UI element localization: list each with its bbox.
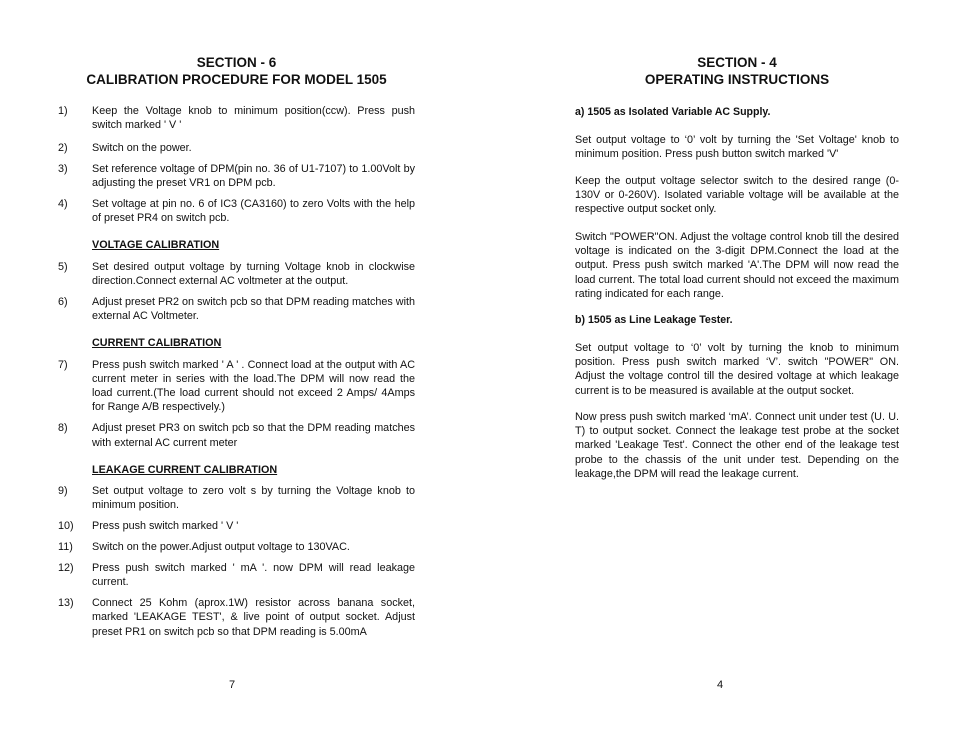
step-10	[58, 519, 415, 533]
step-text: Press push switch marked ' A ' . Connect load at the output with AC current meter in series with the load.The DPM will now read the load current.(The load current should not exceed 2 Amps/ 4Amps for Range A/B respectively.)	[92, 358, 415, 414]
step-12	[58, 561, 415, 589]
paragraph-range-selector: Keep the output voltage selector switch to the desired range (0-130V or 0-260V). Isolated variable voltage will be available at the respective output socket only.	[575, 175, 899, 216]
section-6-title	[58, 55, 415, 88]
step-text: Connect 25 Kohm (aprox.1W) resistor across banana socket, marked 'LEAKAGE TEST', & live point of output socket. Adjust preset PR1 on switch pcb so that DPM reading is 5.00mA	[92, 597, 415, 638]
heading-leakage-tester: b) 1505 as Line Leakage Tester.	[575, 314, 733, 326]
step-number: 7)	[58, 358, 68, 371]
page-number-left: 7	[229, 679, 236, 691]
current-calibration-heading: CURRENT CALIBRATION	[92, 337, 222, 350]
step-text: Adjust preset PR2 on switch pcb so that DPM reading matches with external AC Voltmeter.	[92, 296, 415, 323]
section-4-heading: SECTION - 4	[697, 55, 777, 70]
step-text: Switch on the power.Adjust output voltage to 130VAC.	[92, 540, 350, 553]
step-number: 11)	[58, 540, 73, 553]
step-7	[58, 358, 415, 415]
step-6	[58, 295, 415, 323]
step-4	[58, 197, 415, 225]
paragraph-power-on: Switch "POWER"ON. Adjust the voltage control knob till the desired voltage is indicated on the 3-digit DPM.Connect the load at the output. Press push switch marked 'A'.The DPM will now read the load current. The total load current should not exceed the maximum rating indicated for each range.	[575, 231, 899, 300]
step-3	[58, 162, 415, 190]
paragraph-leakage-setup: Set output voltage to ‘0’ volt by turning the knob to minimum position. Press push switch marked ‘V’. switch "POWER" ON. Adjust the voltage control till the desired voltage at which leakage current is to be measured is available at the output socket.	[575, 342, 899, 397]
step-5	[58, 260, 415, 288]
step-text: Set reference voltage of DPM(pin no. 36 of U1-7107) to 1.00Volt by adjusting the preset VR1 on DPM pcb.	[92, 162, 415, 189]
paragraph-set-voltage: Set output voltage to ‘0’ volt by turning the 'Set Voltage' knob to minimum position. Press push button switch marked 'V'	[575, 134, 899, 161]
step-number: 1)	[58, 105, 68, 117]
step-number: 12)	[58, 561, 74, 574]
step-text: Set desired output voltage by turning Voltage knob in clockwise direction.Connect external AC voltmeter at the output.	[92, 260, 415, 287]
page-number-right: 4	[717, 679, 724, 691]
step-number: 4)	[58, 198, 68, 211]
section-4-title	[575, 55, 899, 88]
step-11	[58, 540, 415, 554]
step-number: 5)	[58, 260, 68, 273]
step-number: 8)	[58, 422, 68, 435]
step-2	[58, 141, 415, 155]
step-text: Press push switch marked ' mA '. now DPM will read leakage current.	[92, 561, 415, 589]
step-text: Set voltage at pin no. 6 of IC3 (CA3160) to zero Volts with the help of preset PR4 on switch pcb.	[92, 198, 415, 225]
step-number: 13)	[58, 597, 74, 610]
step-text: Adjust preset PR3 on switch pcb so that the DPM reading matches with external AC current meter	[92, 422, 415, 449]
paragraph-leakage-measure: Now press push switch marked ‘mA’. Connect unit under test (U. U. T) to output socket. Connect the leakage test probe at the socket marked 'Leakage Test'. Connect the other end of the leakage test probe to the chassis of the unit under test. Depending on the leakage,the DPM will read the leakage current.	[575, 411, 899, 480]
calibration-steps	[58, 104, 415, 639]
step-number: 10)	[58, 520, 74, 533]
step-number: 3)	[58, 162, 68, 175]
voltage-calibration-heading: VOLTAGE CALIBRATION	[92, 239, 220, 252]
heading-isolated-supply: a) 1505 as Isolated Variable AC Supply.	[575, 106, 771, 118]
step-number: 6)	[58, 296, 68, 309]
step-9	[58, 484, 415, 512]
section-6-heading: SECTION - 6	[196, 55, 277, 70]
step-text: Set output voltage to zero volt s by turning the Voltage knob to minimum position.	[92, 485, 415, 512]
step-text: Keep the Voltage knob to minimum position(ccw). Press push switch marked ' V '	[92, 105, 415, 132]
step-text: Press push switch marked ' V '	[92, 520, 239, 533]
step-8	[58, 421, 415, 449]
step-number: 2)	[58, 142, 68, 155]
step-13	[58, 596, 415, 639]
step-number: 9)	[58, 485, 68, 498]
section-4-subheading: OPERATING INSTRUCTIONS	[644, 71, 830, 87]
step-1	[58, 104, 415, 132]
step-text: Switch on the power.	[92, 142, 192, 155]
section-6-subheading: CALIBRATION PROCEDURE FOR MODEL 1505	[86, 71, 387, 87]
leakage-calibration-heading: LEAKAGE CURRENT CALIBRATION	[92, 463, 278, 476]
